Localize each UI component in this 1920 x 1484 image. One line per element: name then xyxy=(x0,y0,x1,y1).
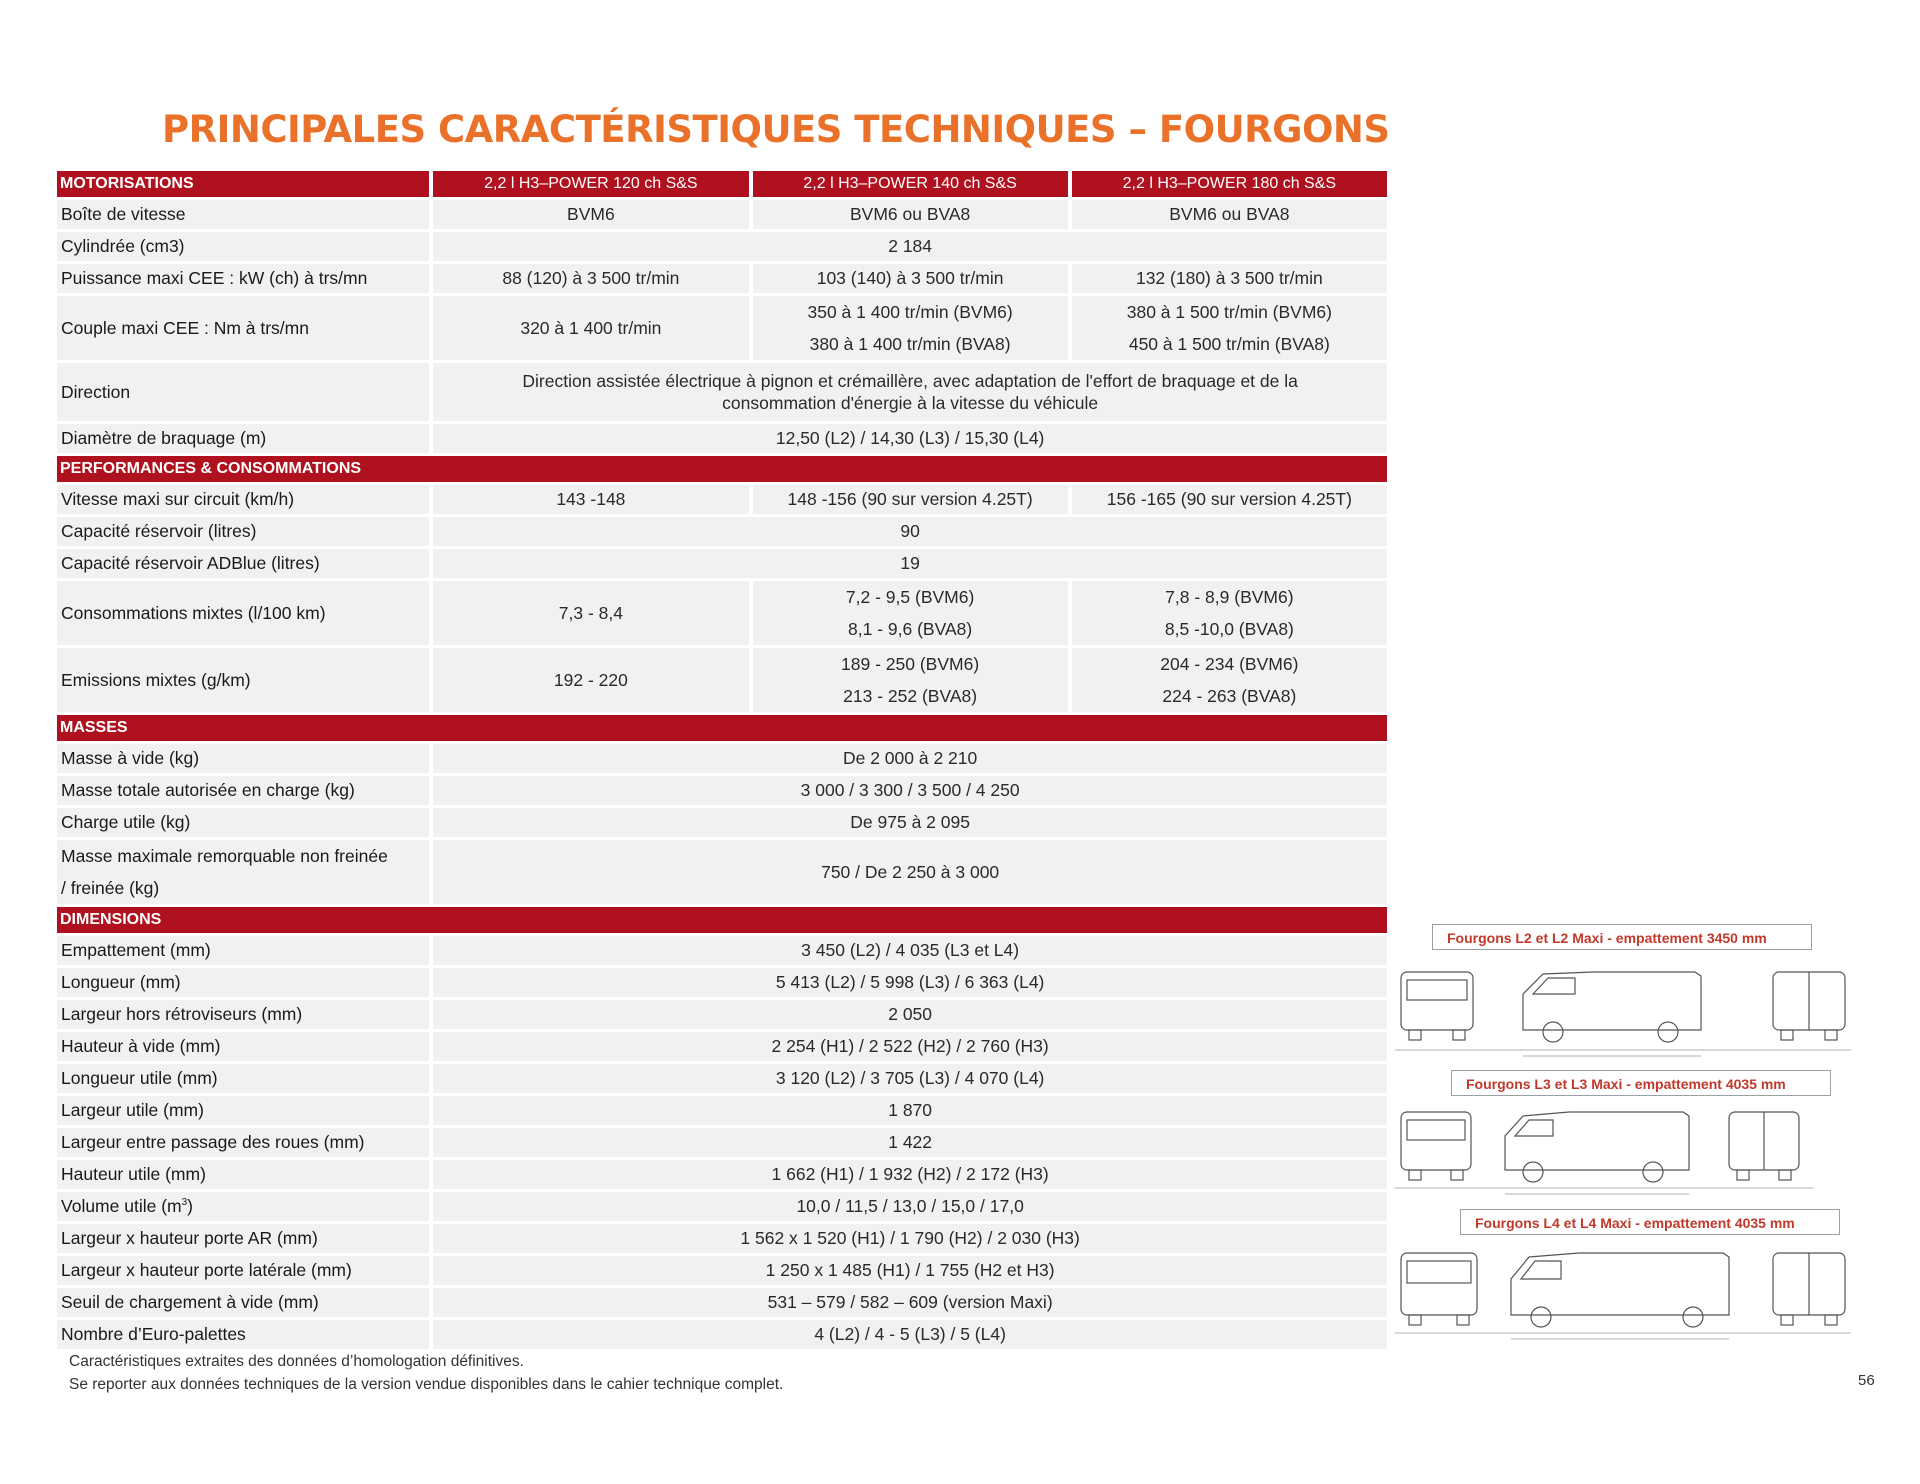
row-label: Hauteur à vide (mm) xyxy=(57,1032,429,1061)
label-line: Masse maximale remorquable non freinée xyxy=(61,846,388,866)
row-value: 1 870 xyxy=(429,1096,1387,1125)
value-line: 224 - 263 (BVA8) xyxy=(1162,686,1297,706)
table-row xyxy=(57,485,1387,514)
table-row xyxy=(57,840,1387,904)
footnote: Se reporter aux données techniques de la version vendue disponibles dans le cahier technique complet. xyxy=(69,1376,784,1393)
row-label: Longueur utile (mm) xyxy=(57,1064,429,1093)
row-value xyxy=(749,581,1068,645)
table-row xyxy=(57,1256,1387,1285)
row-label: Cylindrée (cm3) xyxy=(57,232,429,261)
table-row xyxy=(57,363,1387,421)
row-value: 3 450 (L2) / 4 035 (L3 et L4) xyxy=(429,936,1387,965)
van-diagram-l3 xyxy=(1393,1070,1853,1200)
table-row xyxy=(57,936,1387,965)
section-motorisations: MOTORISATIONS xyxy=(57,171,429,197)
value-line: 380 à 1 400 tr/min (BVA8) xyxy=(809,334,1011,354)
van-diagram-l2 xyxy=(1393,924,1853,1064)
row-value: 531 – 579 / 582 – 609 (version Maxi) xyxy=(429,1288,1387,1317)
row-label: Masse totale autorisée en charge (kg) xyxy=(57,776,429,805)
van-drawing xyxy=(1393,1239,1853,1349)
van-drawing xyxy=(1393,1100,1853,1200)
row-label: Masse à vide (kg) xyxy=(57,744,429,773)
row-value: BVM6 xyxy=(429,200,748,229)
table-row xyxy=(57,648,1387,712)
row-value: 10,0 / 11,5 / 13,0 / 15,0 / 17,0 xyxy=(429,1192,1387,1221)
row-value: 2 050 xyxy=(429,1000,1387,1029)
table-row xyxy=(57,424,1387,453)
row-value: Direction assistée électrique à pignon et crémaillère, avec adaptation de l'effort de braquage et de la consommation d'énergie à la vitesse du véhicule xyxy=(429,363,1387,421)
row-value: 3 000 / 3 300 / 3 500 / 4 250 xyxy=(429,776,1387,805)
row-value: 12,50 (L2) / 14,30 (L3) / 15,30 (L4) xyxy=(429,424,1387,453)
row-value: BVM6 ou BVA8 xyxy=(1068,200,1387,229)
page-title: PRINCIPALES CARACTÉRISTIQUES TECHNIQUES – FOURGONS xyxy=(162,108,1390,151)
row-value: 7,3 - 8,4 xyxy=(429,581,748,645)
row-value: 103 (140) à 3 500 tr/min xyxy=(749,264,1068,293)
row-value: De 975 à 2 095 xyxy=(429,808,1387,837)
section-title: MASSES xyxy=(57,715,1387,741)
table-row xyxy=(57,1064,1387,1093)
row-label: Boîte de vitesse xyxy=(57,200,429,229)
row-label: Largeur entre passage des roues (mm) xyxy=(57,1128,429,1157)
table-row xyxy=(57,517,1387,546)
row-label: Seuil de chargement à vide (mm) xyxy=(57,1288,429,1317)
van-drawing xyxy=(1393,954,1853,1064)
section-dimensions xyxy=(57,907,1387,933)
row-label: Consommations mixtes (l/100 km) xyxy=(57,581,429,645)
table-row xyxy=(57,1128,1387,1157)
row-label: Charge utile (kg) xyxy=(57,808,429,837)
row-value: 192 - 220 xyxy=(429,648,748,712)
table-row xyxy=(57,296,1387,360)
row-value: 320 à 1 400 tr/min xyxy=(429,296,748,360)
van-diagram-l4 xyxy=(1393,1209,1853,1349)
footnotes xyxy=(69,1350,783,1396)
row-label: Largeur hors rétroviseurs (mm) xyxy=(57,1000,429,1029)
table-row xyxy=(57,200,1387,229)
value-line: 213 - 252 (BVA8) xyxy=(843,686,978,706)
row-label: Hauteur utile (mm) xyxy=(57,1160,429,1189)
row-value: 1 562 x 1 520 (H1) / 1 790 (H2) / 2 030 (H3) xyxy=(429,1224,1387,1253)
value-line: 350 à 1 400 tr/min (BVM6) xyxy=(807,302,1013,322)
section-title: DIMENSIONS xyxy=(57,907,1387,933)
engine-120-header: 2,2 l H3–POWER 120 ch S&S xyxy=(429,171,748,197)
row-value: 5 413 (L2) / 5 998 (L3) / 6 363 (L4) xyxy=(429,968,1387,997)
row-value: 1 662 (H1) / 1 932 (H2) / 2 172 (H3) xyxy=(429,1160,1387,1189)
row-label: Largeur x hauteur porte latérale (mm) xyxy=(57,1256,429,1285)
table-row xyxy=(57,232,1387,261)
label-line: / freinée (kg) xyxy=(61,878,160,898)
table-row xyxy=(57,581,1387,645)
row-label: Empattement (mm) xyxy=(57,936,429,965)
row-value: 1 250 x 1 485 (H1) / 1 755 (H2 et H3) xyxy=(429,1256,1387,1285)
table-row xyxy=(57,1032,1387,1061)
table-row xyxy=(57,1224,1387,1253)
spec-table xyxy=(57,168,1387,1352)
row-value: 750 / De 2 250 à 3 000 xyxy=(429,840,1387,904)
value-line: 8,1 - 9,6 (BVA8) xyxy=(848,619,973,639)
row-value xyxy=(1068,648,1387,712)
section-title: PERFORMANCES & CONSOMMATIONS xyxy=(57,456,1387,482)
row-label: Emissions mixtes (g/km) xyxy=(57,648,429,712)
row-value xyxy=(1068,296,1387,360)
value-line: 7,2 - 9,5 (BVM6) xyxy=(845,587,975,607)
value-line: 204 - 234 (BVM6) xyxy=(1160,654,1299,674)
section-performances xyxy=(57,456,1387,482)
row-value: 88 (120) à 3 500 tr/min xyxy=(429,264,748,293)
row-label: Vitesse maxi sur circuit (km/h) xyxy=(57,485,429,514)
footnote: Caractéristiques extraites des données d’homologation définitives. xyxy=(69,1353,524,1370)
row-value xyxy=(749,296,1068,360)
table-row xyxy=(57,549,1387,578)
row-label: Direction xyxy=(57,363,429,421)
row-value: 148 -156 (90 sur version 4.25T) xyxy=(749,485,1068,514)
row-label: Largeur x hauteur porte AR (mm) xyxy=(57,1224,429,1253)
table-row xyxy=(57,1320,1387,1349)
table-row xyxy=(57,968,1387,997)
table-row xyxy=(57,1192,1387,1221)
table-row xyxy=(57,1000,1387,1029)
engine-140-header: 2,2 l H3–POWER 140 ch S&S xyxy=(749,171,1068,197)
table-row xyxy=(57,1288,1387,1317)
row-label: Largeur utile (mm) xyxy=(57,1096,429,1125)
row-value: 1 422 xyxy=(429,1128,1387,1157)
row-label: Puissance maxi CEE : kW (ch) à trs/mn xyxy=(57,264,429,293)
row-value: 19 xyxy=(429,549,1387,578)
table-header-row xyxy=(57,171,1387,197)
table-row xyxy=(57,776,1387,805)
table-row xyxy=(57,744,1387,773)
table-row xyxy=(57,808,1387,837)
row-value: 132 (180) à 3 500 tr/min xyxy=(1068,264,1387,293)
diagram-caption: Fourgons L3 et L3 Maxi - empattement 4035 mm xyxy=(1451,1070,1831,1096)
value-line: 8,5 -10,0 (BVA8) xyxy=(1164,619,1294,639)
table-row xyxy=(57,1096,1387,1125)
row-value: 156 -165 (90 sur version 4.25T) xyxy=(1068,485,1387,514)
row-value: De 2 000 à 2 210 xyxy=(429,744,1387,773)
value-line: 7,8 - 8,9 (BVM6) xyxy=(1165,587,1294,607)
row-label xyxy=(57,840,429,904)
row-label: Diamètre de braquage (m) xyxy=(57,424,429,453)
value-line: 450 à 1 500 tr/min (BVA8) xyxy=(1128,334,1330,354)
row-label: Capacité réservoir ADBlue (litres) xyxy=(57,549,429,578)
value-line: 380 à 1 500 tr/min (BVM6) xyxy=(1126,302,1332,322)
row-value: 2 184 xyxy=(429,232,1387,261)
diagram-caption: Fourgons L2 et L2 Maxi - empattement 3450 mm xyxy=(1432,924,1812,950)
diagram-caption: Fourgons L4 et L4 Maxi - empattement 4035 mm xyxy=(1460,1209,1840,1235)
row-value: 143 -148 xyxy=(429,485,748,514)
section-masses xyxy=(57,715,1387,741)
row-label: Capacité réservoir (litres) xyxy=(57,517,429,546)
row-value xyxy=(1068,581,1387,645)
value-line: 189 - 250 (BVM6) xyxy=(841,654,980,674)
row-value: BVM6 ou BVA8 xyxy=(749,200,1068,229)
row-label: Couple maxi CEE : Nm à trs/mn xyxy=(57,296,429,360)
row-value: 90 xyxy=(429,517,1387,546)
row-label: Longueur (mm) xyxy=(57,968,429,997)
row-value: 4 (L2) / 4 - 5 (L3) / 5 (L4) xyxy=(429,1320,1387,1349)
row-label: Nombre d’Euro-palettes xyxy=(57,1320,429,1349)
row-value xyxy=(749,648,1068,712)
engine-180-header: 2,2 l H3–POWER 180 ch S&S xyxy=(1068,171,1387,197)
table-row xyxy=(57,1160,1387,1189)
row-label: Volume utile $(m^3)$ xyxy=(57,1192,429,1221)
page-number: 56 xyxy=(1858,1372,1875,1389)
row-value: 2 254 (H1) / 2 522 (H2) / 2 760 (H3) xyxy=(429,1032,1387,1061)
table-row xyxy=(57,264,1387,293)
row-value: 3 120 (L2) / 3 705 (L3) / 4 070 (L4) xyxy=(429,1064,1387,1093)
